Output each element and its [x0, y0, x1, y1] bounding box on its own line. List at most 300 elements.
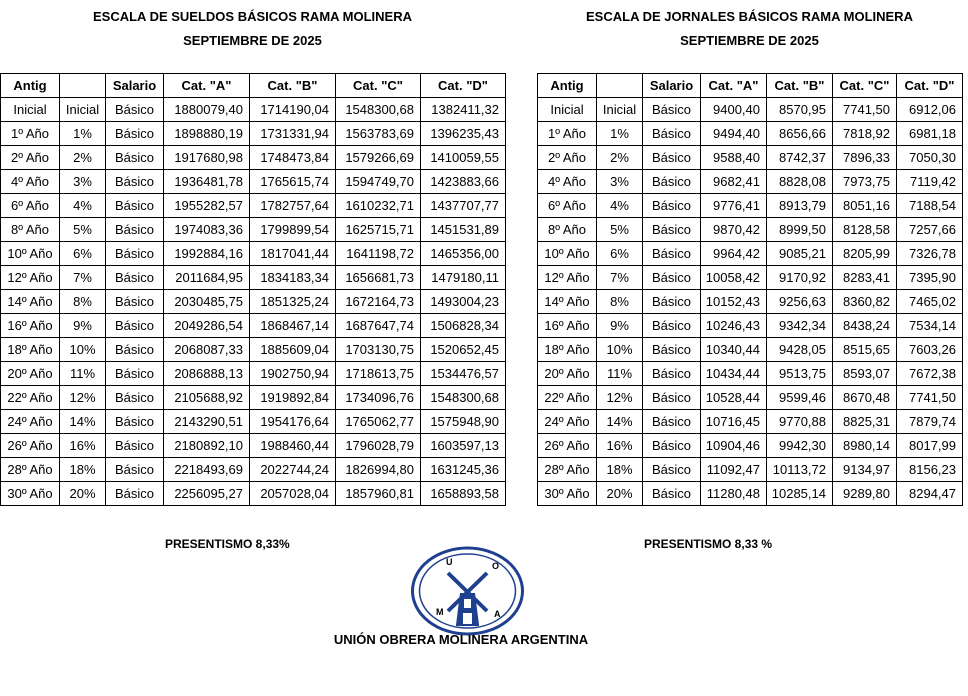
table-cell: Básico [106, 434, 164, 458]
table-cell: 8360,82 [833, 290, 897, 314]
table-row [538, 362, 963, 386]
table-cell: 10340,44 [701, 338, 767, 362]
table-cell: 3% [597, 170, 643, 194]
table-cell: Básico [106, 290, 164, 314]
table-cell: 1782757,64 [250, 194, 336, 218]
table-cell: 7257,66 [897, 218, 963, 242]
logo-letter-m: M [436, 607, 444, 617]
table-cell: 2011684,95 [164, 266, 250, 290]
table-cell: 1734096,76 [336, 386, 421, 410]
table-cell: 6º Año [538, 194, 597, 218]
table-cell: 10% [597, 338, 643, 362]
table-cell: 1988460,44 [250, 434, 336, 458]
table-cell: 1451531,89 [421, 218, 506, 242]
table-cell: 1625715,71 [336, 218, 421, 242]
table-cell: 11% [60, 362, 106, 386]
table-cell: 1898880,19 [164, 122, 250, 146]
table-cell: 1826994,80 [336, 458, 421, 482]
table-cell: Básico [643, 290, 701, 314]
table-cell: Básico [106, 482, 164, 506]
table-cell: Básico [643, 242, 701, 266]
column-header: Cat. "C" [336, 74, 421, 98]
table-cell: 1955282,57 [164, 194, 250, 218]
table-cell: 1396235,43 [421, 122, 506, 146]
table-cell: Básico [106, 266, 164, 290]
table-cell: 14% [597, 410, 643, 434]
table-cell: 8017,99 [897, 434, 963, 458]
table-cell: 18º Año [538, 338, 597, 362]
table-cell: Básico [643, 218, 701, 242]
table-cell: 8205,99 [833, 242, 897, 266]
table-cell: 1382411,32 [421, 98, 506, 122]
table-cell: 1868467,14 [250, 314, 336, 338]
logo-letter-u: U [446, 557, 453, 567]
right-table-subtitle: SEPTIEMBRE DE 2025 [680, 33, 819, 48]
table-cell: 9964,42 [701, 242, 767, 266]
table-cell: Básico [643, 338, 701, 362]
table-cell: Inicial [60, 98, 106, 122]
table-cell: 10246,43 [701, 314, 767, 338]
table-cell: 1954176,64 [250, 410, 336, 434]
table-cell: Básico [643, 386, 701, 410]
table-cell: 1714190,04 [250, 98, 336, 122]
table-cell: 2256095,27 [164, 482, 250, 506]
table-cell: 9513,75 [767, 362, 833, 386]
table-cell: Básico [106, 98, 164, 122]
table-cell: 12% [597, 386, 643, 410]
table-cell: 9% [60, 314, 106, 338]
table-cell: 10904,46 [701, 434, 767, 458]
table-cell: Básico [106, 458, 164, 482]
table-cell: 8294,47 [897, 482, 963, 506]
table-cell: 12º Año [1, 266, 60, 290]
table-cell: 9% [597, 314, 643, 338]
table-cell: 2049286,54 [164, 314, 250, 338]
table-row [538, 482, 963, 506]
table-cell: 5% [597, 218, 643, 242]
table-cell: 7818,92 [833, 122, 897, 146]
table-cell: 4º Año [1, 170, 60, 194]
table-cell: 1641198,72 [336, 242, 421, 266]
table-cell: 1796028,79 [336, 434, 421, 458]
table-cell: 1493004,23 [421, 290, 506, 314]
column-header: Cat. "C" [833, 74, 897, 98]
table-cell: 1834183,34 [250, 266, 336, 290]
table-row [1, 170, 506, 194]
table-cell: 1656681,73 [336, 266, 421, 290]
table-row [1, 458, 506, 482]
table-row [538, 98, 963, 122]
table-cell: 9776,41 [701, 194, 767, 218]
sueldos-table [0, 73, 506, 506]
table-row [1, 146, 506, 170]
table-cell: 7896,33 [833, 146, 897, 170]
table-cell: 1748473,84 [250, 146, 336, 170]
table-cell: 1658893,58 [421, 482, 506, 506]
table-cell: 1520652,45 [421, 338, 506, 362]
table-cell: 1437707,77 [421, 194, 506, 218]
table-cell: 18% [60, 458, 106, 482]
table-cell: 11092,47 [701, 458, 767, 482]
table-cell: 24º Año [538, 410, 597, 434]
table-header-row [1, 74, 506, 98]
table-cell: 2086888,13 [164, 362, 250, 386]
table-cell: 7050,30 [897, 146, 963, 170]
table-cell: 10058,42 [701, 266, 767, 290]
table-cell: 10152,43 [701, 290, 767, 314]
table-cell: 1902750,94 [250, 362, 336, 386]
table-cell: 26º Año [538, 434, 597, 458]
right-table-title: ESCALA DE JORNALES BÁSICOS RAMA MOLINERA [586, 9, 913, 24]
table-cell: 8% [597, 290, 643, 314]
table-row [538, 290, 963, 314]
table-cell: 2057028,04 [250, 482, 336, 506]
table-row [538, 170, 963, 194]
jornales-table [537, 73, 963, 506]
table-cell: 30º Año [538, 482, 597, 506]
table-cell: 8128,58 [833, 218, 897, 242]
table-row [538, 458, 963, 482]
table-cell: 14% [60, 410, 106, 434]
table-cell: Básico [643, 170, 701, 194]
table-row [538, 434, 963, 458]
table-cell: 8670,48 [833, 386, 897, 410]
table-row [538, 386, 963, 410]
table-cell: 6% [60, 242, 106, 266]
table-cell: 6912,06 [897, 98, 963, 122]
table-cell: 1594749,70 [336, 170, 421, 194]
table-cell: 7973,75 [833, 170, 897, 194]
table-cell: 9942,30 [767, 434, 833, 458]
table-cell: 4% [60, 194, 106, 218]
table-cell: 16º Año [538, 314, 597, 338]
table-cell: 16º Año [1, 314, 60, 338]
table-cell: 8742,37 [767, 146, 833, 170]
table-cell: 1465356,00 [421, 242, 506, 266]
table-cell: Básico [106, 386, 164, 410]
table-cell: Básico [106, 218, 164, 242]
table-cell: 8999,50 [767, 218, 833, 242]
table-cell: 8593,07 [833, 362, 897, 386]
table-cell: 1575948,90 [421, 410, 506, 434]
table-cell: 3% [60, 170, 106, 194]
table-cell: 16% [60, 434, 106, 458]
table-cell: 20º Año [1, 362, 60, 386]
table-cell: Básico [106, 146, 164, 170]
table-cell: Básico [643, 194, 701, 218]
table-row [1, 242, 506, 266]
table-cell: Inicial [1, 98, 60, 122]
table-cell: 1917680,98 [164, 146, 250, 170]
table-cell: 2022744,24 [250, 458, 336, 482]
table-cell: 9085,21 [767, 242, 833, 266]
table-cell: 7741,50 [897, 386, 963, 410]
table-cell: 24º Año [1, 410, 60, 434]
table-cell: Básico [643, 122, 701, 146]
table-row [1, 266, 506, 290]
table-cell: 20% [60, 482, 106, 506]
column-header [597, 74, 643, 98]
table-cell: 7672,38 [897, 362, 963, 386]
table-cell: Básico [643, 146, 701, 170]
table-cell: 18º Año [1, 338, 60, 362]
table-cell: Básico [643, 458, 701, 482]
table-row [538, 194, 963, 218]
table-cell: Básico [106, 122, 164, 146]
table-cell: 12º Año [538, 266, 597, 290]
table-cell: 8283,41 [833, 266, 897, 290]
table-row [1, 122, 506, 146]
table-cell: 1718613,75 [336, 362, 421, 386]
table-cell: 1º Año [538, 122, 597, 146]
table-cell: Básico [643, 98, 701, 122]
table-cell: 10528,44 [701, 386, 767, 410]
table-cell: 1479180,11 [421, 266, 506, 290]
table-cell: 8570,95 [767, 98, 833, 122]
windmill-icon [448, 573, 487, 625]
table-cell: 1% [60, 122, 106, 146]
table-cell: 8515,65 [833, 338, 897, 362]
column-header [60, 74, 106, 98]
table-cell: 1610232,71 [336, 194, 421, 218]
table-cell: 5% [60, 218, 106, 242]
table-cell: 6% [597, 242, 643, 266]
table-cell: 1631245,36 [421, 458, 506, 482]
column-header: Antig [1, 74, 60, 98]
table-cell: 1423883,66 [421, 170, 506, 194]
table-cell: 7% [597, 266, 643, 290]
table-cell: 1410059,55 [421, 146, 506, 170]
table-cell: 9289,80 [833, 482, 897, 506]
table-cell: 8º Año [538, 218, 597, 242]
table-cell: Básico [106, 314, 164, 338]
table-cell: 9170,92 [767, 266, 833, 290]
table-cell: 22º Año [538, 386, 597, 410]
table-cell: 1579266,69 [336, 146, 421, 170]
table-cell: 9134,97 [833, 458, 897, 482]
table-cell: 20º Año [538, 362, 597, 386]
table-row [1, 194, 506, 218]
table-cell: 7465,02 [897, 290, 963, 314]
table-cell: 9682,41 [701, 170, 767, 194]
table-cell: 1851325,24 [250, 290, 336, 314]
table-cell: 2068087,33 [164, 338, 250, 362]
table-cell: 9342,34 [767, 314, 833, 338]
table-row [1, 386, 506, 410]
column-header: Cat. "A" [164, 74, 250, 98]
table-cell: 7326,78 [897, 242, 963, 266]
column-header: Antig [538, 74, 597, 98]
column-header: Cat. "D" [897, 74, 963, 98]
table-cell: 11% [597, 362, 643, 386]
table-cell: 9870,42 [701, 218, 767, 242]
table-cell: 4º Año [538, 170, 597, 194]
presentismo-right: PRESENTISMO 8,33 % [644, 537, 773, 551]
table-row [1, 338, 506, 362]
table-cell: Básico [106, 242, 164, 266]
column-header: Cat. "A" [701, 74, 767, 98]
table-cell: 16% [597, 434, 643, 458]
table-cell: 11280,48 [701, 482, 767, 506]
table-cell: 2105688,92 [164, 386, 250, 410]
table-row [1, 290, 506, 314]
table-cell: 1992884,16 [164, 242, 250, 266]
table-cell: 30º Año [1, 482, 60, 506]
table-cell: 7395,90 [897, 266, 963, 290]
table-cell: Básico [643, 266, 701, 290]
table-row [538, 122, 963, 146]
table-cell: 1672164,73 [336, 290, 421, 314]
table-cell: 8828,08 [767, 170, 833, 194]
table-cell: 8156,23 [897, 458, 963, 482]
table-cell: 1731331,94 [250, 122, 336, 146]
table-cell: 9494,40 [701, 122, 767, 146]
table-cell: 1974083,36 [164, 218, 250, 242]
table-cell: 1534476,57 [421, 362, 506, 386]
table-row [1, 434, 506, 458]
table-cell: Básico [643, 362, 701, 386]
table-cell: 28º Año [1, 458, 60, 482]
column-header: Cat. "B" [250, 74, 336, 98]
table-cell: 8% [60, 290, 106, 314]
table-cell: 9256,63 [767, 290, 833, 314]
table-cell: 7188,54 [897, 194, 963, 218]
table-cell: 1919892,84 [250, 386, 336, 410]
table-cell: 1936481,78 [164, 170, 250, 194]
table-cell: 8656,66 [767, 122, 833, 146]
table-cell: 9588,40 [701, 146, 767, 170]
table-cell: 28º Año [538, 458, 597, 482]
table-cell: 1703130,75 [336, 338, 421, 362]
table-cell: 6º Año [1, 194, 60, 218]
column-header: Salario [643, 74, 701, 98]
table-cell: 8051,16 [833, 194, 897, 218]
table-cell: 22º Año [1, 386, 60, 410]
table-cell: 7603,26 [897, 338, 963, 362]
presentismo-left: PRESENTISMO 8,33% [165, 537, 290, 551]
left-table-title: ESCALA DE SUELDOS BÁSICOS RAMA MOLINERA [93, 9, 412, 24]
table-row [538, 242, 963, 266]
table-cell: Básico [643, 434, 701, 458]
table-row [538, 338, 963, 362]
table-cell: 2º Año [538, 146, 597, 170]
table-cell: 9428,05 [767, 338, 833, 362]
table-cell: 10% [60, 338, 106, 362]
logo-letter-a: A [494, 609, 501, 619]
table-cell: 1817041,44 [250, 242, 336, 266]
table-cell: 8438,24 [833, 314, 897, 338]
table-cell: 10285,14 [767, 482, 833, 506]
table-cell: 1885609,04 [250, 338, 336, 362]
table-cell: 14º Año [1, 290, 60, 314]
table-cell: 10716,45 [701, 410, 767, 434]
table-cell: Inicial [538, 98, 597, 122]
table-cell: 10113,72 [767, 458, 833, 482]
table-cell: 1548300,68 [336, 98, 421, 122]
table-cell: 14º Año [538, 290, 597, 314]
table-row [1, 362, 506, 386]
table-cell: 1% [597, 122, 643, 146]
table-cell: 10º Año [538, 242, 597, 266]
organization-name: UNIÓN OBRERA MOLINERA ARGENTINA [333, 632, 589, 647]
table-cell: 2180892,10 [164, 434, 250, 458]
table-cell: 7119,42 [897, 170, 963, 194]
column-header: Cat. "B" [767, 74, 833, 98]
table-row [1, 410, 506, 434]
table-cell: 1º Año [1, 122, 60, 146]
table-cell: 1765615,74 [250, 170, 336, 194]
table-cell: 7% [60, 266, 106, 290]
table-cell: 8913,79 [767, 194, 833, 218]
table-cell: 8980,14 [833, 434, 897, 458]
table-cell: Básico [106, 338, 164, 362]
table-cell: 12% [60, 386, 106, 410]
table-row [538, 410, 963, 434]
table-cell: 1880079,40 [164, 98, 250, 122]
table-row [1, 482, 506, 506]
table-cell: 9770,88 [767, 410, 833, 434]
table-row [538, 146, 963, 170]
union-logo [410, 545, 525, 637]
table-cell: 1603597,13 [421, 434, 506, 458]
table-cell: 26º Año [1, 434, 60, 458]
table-cell: Básico [643, 482, 701, 506]
table-cell: 1548300,68 [421, 386, 506, 410]
left-table-subtitle: SEPTIEMBRE DE 2025 [183, 33, 322, 48]
table-row [1, 314, 506, 338]
table-cell: 7741,50 [833, 98, 897, 122]
table-cell: 2% [60, 146, 106, 170]
column-header: Cat. "D" [421, 74, 506, 98]
table-cell: 9400,40 [701, 98, 767, 122]
table-cell: Inicial [597, 98, 643, 122]
table-cell: 1857960,81 [336, 482, 421, 506]
table-cell: Básico [643, 314, 701, 338]
table-cell: 1765062,77 [336, 410, 421, 434]
table-cell: 6981,18 [897, 122, 963, 146]
table-cell: Básico [106, 170, 164, 194]
table-cell: 2030485,75 [164, 290, 250, 314]
table-cell: 8º Año [1, 218, 60, 242]
table-cell: 9599,46 [767, 386, 833, 410]
table-cell: Básico [106, 362, 164, 386]
table-cell: 20% [597, 482, 643, 506]
table-cell: 2% [597, 146, 643, 170]
table-row [1, 98, 506, 122]
table-cell: 7534,14 [897, 314, 963, 338]
table-cell: Básico [106, 194, 164, 218]
table-cell: 10º Año [1, 242, 60, 266]
table-cell: 18% [597, 458, 643, 482]
table-cell: 2143290,51 [164, 410, 250, 434]
table-cell: Básico [643, 410, 701, 434]
table-cell: 1506828,34 [421, 314, 506, 338]
table-row [538, 266, 963, 290]
table-header-row [538, 74, 963, 98]
table-cell: 1687647,74 [336, 314, 421, 338]
table-row [538, 218, 963, 242]
table-cell: 1799899,54 [250, 218, 336, 242]
table-cell: 7879,74 [897, 410, 963, 434]
table-cell: 4% [597, 194, 643, 218]
table-row [538, 314, 963, 338]
table-cell: Básico [106, 410, 164, 434]
table-cell: 2º Año [1, 146, 60, 170]
table-cell: 2218493,69 [164, 458, 250, 482]
table-cell: 1563783,69 [336, 122, 421, 146]
table-cell: 10434,44 [701, 362, 767, 386]
logo-letter-o: O [492, 561, 500, 571]
